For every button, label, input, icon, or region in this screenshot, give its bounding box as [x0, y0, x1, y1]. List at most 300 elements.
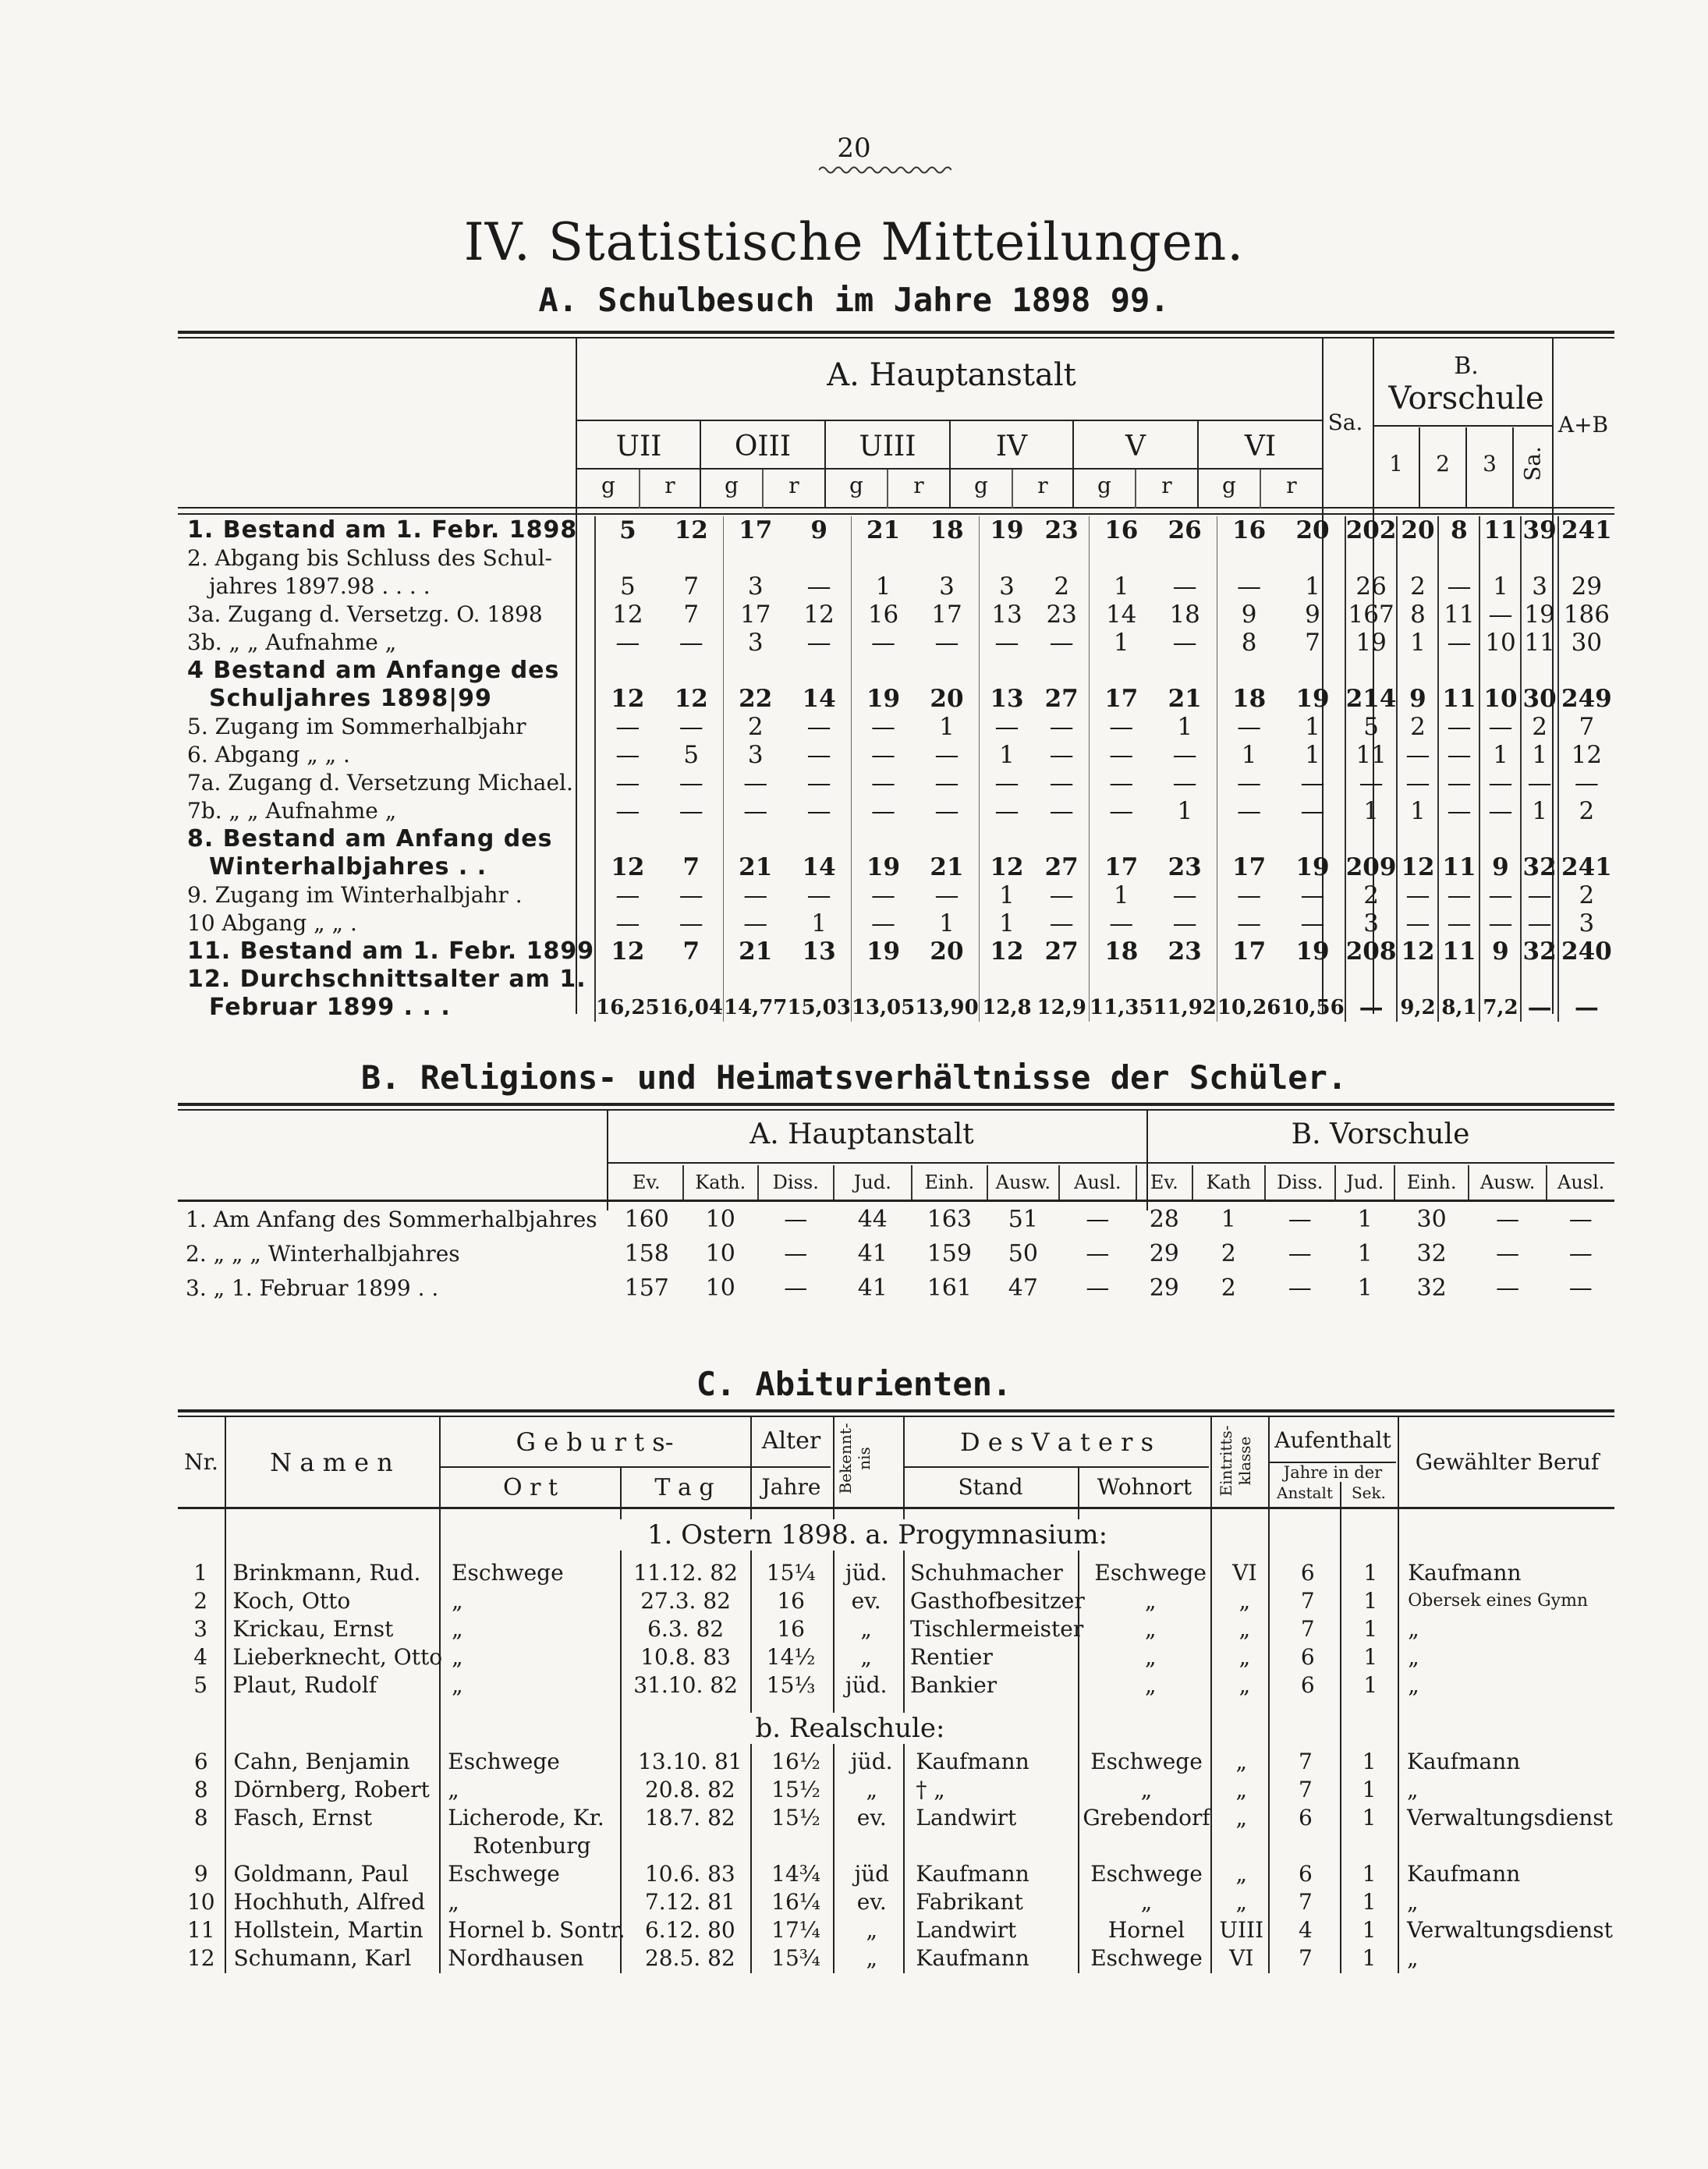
c-wohnort-header: Wohnort [1097, 1474, 1192, 1500]
cell: — [1153, 629, 1217, 657]
cell: 1 [1281, 713, 1345, 741]
cell-name: Goldmann, Paul [233, 1860, 409, 1887]
cell: 163 [927, 1205, 972, 1233]
class-header: V [1125, 431, 1146, 463]
cell: 27 [1034, 685, 1089, 713]
cell [1479, 544, 1521, 572]
cell-klasse: „ [1235, 1860, 1248, 1887]
cell: 12,8 [982, 996, 1032, 1019]
cell [851, 966, 915, 994]
cell-klasse: „ [1238, 1643, 1251, 1670]
cell: 2 [1345, 881, 1398, 909]
cell: 14 [787, 853, 851, 881]
cell: 1 [999, 881, 1015, 909]
cell: 19 [1521, 601, 1557, 629]
cell: 16,04 [660, 994, 724, 1022]
cell-tag: 7.12. 81 [644, 1888, 735, 1915]
cell [1479, 966, 1521, 994]
cell: 50 [1008, 1239, 1038, 1267]
cell: 241 [1558, 516, 1614, 544]
cell: 1 [1281, 572, 1345, 601]
r-header: r [788, 473, 799, 498]
cell: 1 [1153, 797, 1217, 825]
cell-klasse: „ [1235, 1888, 1248, 1915]
cell: 1 [1521, 741, 1557, 769]
cell: 2 [1221, 1274, 1236, 1302]
cell-name: Dörnberg, Robert [233, 1776, 430, 1802]
section-c2-label: b. Realschule: [686, 1713, 1014, 1744]
cell: 1 [999, 741, 1015, 769]
cell [1217, 966, 1281, 994]
cell-nr: 5 [193, 1671, 208, 1698]
cell-beruf: „ [1406, 1888, 1419, 1915]
table-row [178, 825, 1614, 853]
cell-ort: Licherode, Kr. [448, 1804, 604, 1831]
c-tag-header: T a g [654, 1474, 714, 1501]
cell: 1 [915, 713, 979, 741]
cell: 202 [1345, 516, 1397, 544]
table-row [178, 937, 1614, 966]
cell: 160 [624, 1205, 669, 1233]
cell: — [1438, 881, 1479, 909]
cell-wohnort: Eschwege [1090, 1944, 1203, 1971]
cell: 44 [857, 1205, 888, 1233]
table-row [178, 1747, 1614, 1775]
cell-name: Brinkmann, Rud. [232, 1559, 421, 1586]
cell: — [1496, 1205, 1520, 1233]
empty-cell [625, 1831, 755, 1859]
table-row [178, 853, 1614, 881]
vorschule-col-header: 2 [1436, 451, 1450, 477]
cell: — [1153, 881, 1217, 909]
cell [851, 657, 915, 685]
r-header: r [1037, 473, 1048, 498]
cell [1090, 825, 1153, 853]
cell-tag: 18.7. 82 [644, 1804, 735, 1831]
cell: 16 [1104, 516, 1139, 544]
cell: — [994, 713, 1019, 741]
cell: 5 [595, 516, 659, 544]
cell: 5 [1345, 713, 1398, 741]
g-header: g [849, 473, 863, 498]
cell: — [915, 629, 979, 657]
cell [1558, 657, 1614, 685]
cell: 1 [1113, 881, 1129, 909]
cell: — [1281, 769, 1345, 797]
cell: — [660, 797, 724, 825]
cell: 12 [1397, 937, 1438, 966]
rule [178, 337, 1614, 338]
cell-anstalt: 7 [1300, 1587, 1315, 1614]
cell: — [1288, 1239, 1312, 1267]
cell-wohnort: „ [1144, 1615, 1157, 1642]
cell [660, 544, 724, 572]
cell: — [1237, 909, 1262, 937]
cell: — [784, 1274, 808, 1302]
cell: — [1479, 769, 1521, 797]
cell-anstalt: 7 [1298, 1748, 1313, 1774]
table-row [178, 1859, 1614, 1887]
cell: 7 [660, 937, 724, 966]
cell-wohnort: Grebendorf [1083, 1804, 1210, 1831]
cell: 14,77 [723, 996, 788, 1019]
rule [178, 331, 1614, 334]
cell: 5 [660, 741, 724, 769]
cell: 39 [1521, 516, 1557, 544]
table-row [178, 516, 1614, 544]
cell: 167 [1345, 601, 1398, 629]
cell: 2 [1221, 1239, 1236, 1267]
cell: — [1153, 909, 1217, 937]
cell-wohnort: „ [1140, 1888, 1153, 1915]
vorschule-col-header: Sa. [1519, 446, 1546, 481]
empty-cell [906, 1831, 1080, 1859]
cell: — [595, 713, 659, 741]
cell-tag: 28.5. 82 [644, 1944, 735, 1971]
cell: — [1438, 572, 1479, 601]
cell: 1 [1479, 572, 1521, 601]
cell: 1 [1357, 1239, 1373, 1267]
cell-sek: 1 [1362, 1748, 1377, 1774]
empty-cell [1398, 1831, 1614, 1859]
cell: — [871, 741, 896, 769]
cell [1397, 825, 1438, 853]
column-header: Ausw. [987, 1165, 1060, 1201]
cell: 23 [1034, 601, 1089, 629]
cell: — [871, 909, 896, 937]
cell [1034, 657, 1089, 685]
cell-stand: Tischlermeister [909, 1615, 1084, 1642]
cell [660, 657, 724, 685]
r-header: r [1286, 473, 1297, 498]
cell: — [743, 797, 768, 825]
row-label: 2. „ „ „ Winterhalbjahres [186, 1240, 460, 1267]
cell-beruf: „ [1406, 1944, 1419, 1971]
cell: — [1438, 629, 1479, 657]
cell: 18 [1104, 937, 1139, 966]
cell: 9 [1479, 937, 1521, 966]
table-row [178, 1944, 1614, 1972]
cell-alter: 15½ [771, 1776, 820, 1802]
table-row [178, 713, 1614, 741]
cell-stand: Rentier [909, 1643, 993, 1670]
table-row [178, 1201, 1614, 1237]
cell: 20 [1281, 516, 1345, 544]
g-header: g [1222, 473, 1236, 498]
cell: — [1479, 713, 1521, 741]
cell: 1 [1113, 629, 1129, 657]
row-label: Schuljahres 1898|99 [209, 685, 492, 712]
cell-sek: 1 [1362, 1944, 1377, 1971]
cell-bek: jüd. [845, 1671, 888, 1698]
cell [915, 544, 979, 572]
cell [723, 966, 787, 994]
cell: 1 [1281, 741, 1345, 769]
table-c-group2 [178, 1747, 1614, 1972]
header-row [178, 1165, 1614, 1201]
cell-tag: 13.10. 81 [638, 1748, 742, 1774]
cell: — [1496, 1274, 1520, 1302]
c-beruf-header: Gewählter Beruf [1415, 1449, 1600, 1475]
table-row [178, 741, 1614, 769]
cell [1217, 544, 1281, 572]
sa-header: Sa. [1327, 409, 1363, 435]
cell [1345, 966, 1398, 994]
cell-bek: jüd. [845, 1559, 888, 1586]
cell: 7 [660, 572, 724, 601]
cell: — [1153, 741, 1217, 769]
cell: 8,1 [1438, 994, 1479, 1022]
cell: — [871, 881, 896, 909]
cell: 19 [866, 937, 901, 966]
cell: — [787, 769, 851, 797]
table-row [178, 1586, 1614, 1614]
cell: — [1568, 1205, 1593, 1233]
table-row-continuation [178, 1831, 1614, 1859]
cell: 29 [1149, 1239, 1179, 1267]
cell-anstalt: 4 [1298, 1916, 1313, 1943]
cell [1521, 544, 1557, 572]
cell: — [915, 797, 979, 825]
cell: 21 [915, 853, 979, 881]
cell-beruf: „ [1406, 1776, 1419, 1802]
cell: — [1237, 797, 1262, 825]
table-row [178, 769, 1614, 797]
cell: — [1034, 881, 1089, 909]
cell: 26 [1345, 572, 1398, 601]
column-header: Kath [1192, 1165, 1265, 1201]
cell-beruf: Obersek eines Gymn [1408, 1590, 1589, 1611]
cell: 12 [660, 516, 724, 544]
cell-anstalt: 7 [1298, 1776, 1313, 1802]
cell-beruf: Kaufmann [1406, 1860, 1521, 1887]
rule [1512, 427, 1514, 509]
cell: 17 [1232, 937, 1267, 966]
cell: — [1034, 797, 1089, 825]
b-group-b-header: B. Vorschule [1291, 1118, 1470, 1150]
c-eintritts-header: Eintritts-klasse [1217, 1425, 1254, 1497]
cell-name: Plaut, Rudolf [232, 1671, 377, 1698]
cell-bek: jüd [854, 1860, 890, 1887]
cell: 9,2 [1397, 994, 1438, 1022]
cell: 12 [595, 685, 659, 713]
cell: — [1479, 881, 1521, 909]
cell-ort: Hornel b. Sontr. [448, 1916, 625, 1943]
rule [639, 470, 640, 509]
c-vaters-header: D e s V a t e r s [959, 1427, 1154, 1457]
cell [1090, 966, 1153, 994]
cell [979, 544, 1034, 572]
cell: 18 [1153, 601, 1217, 629]
cell: 11,35 [1090, 996, 1153, 1019]
cell-nr: 3 [193, 1615, 208, 1642]
cell: 5 [595, 572, 659, 601]
cell: — [1034, 629, 1089, 657]
cell-ort-continued: Rotenburg [473, 1832, 591, 1859]
rule [178, 1109, 1614, 1111]
cell-ort: Eschwege [448, 1748, 560, 1774]
cell: — [1496, 1239, 1520, 1267]
cell [787, 544, 851, 572]
cell: 3 [747, 629, 764, 657]
cell: 3 [1521, 572, 1557, 601]
class-header: UII [615, 431, 662, 463]
cell: 17 [739, 601, 771, 629]
cell-nr: 6 [193, 1748, 208, 1774]
r-header: r [1161, 473, 1172, 498]
cell: 17 [1232, 853, 1267, 881]
cell: — [1237, 769, 1262, 797]
column-header: Ausw. [1469, 1165, 1547, 1201]
cell: — [915, 881, 979, 909]
cell-name: Fasch, Ernst [233, 1804, 373, 1831]
cell [787, 657, 851, 685]
rule [178, 1409, 1614, 1412]
c-alter-header: Alter [761, 1427, 821, 1455]
cell: — [1345, 994, 1398, 1022]
cell-alter: 15½ [771, 1804, 820, 1831]
cell: 9 [787, 516, 851, 544]
cell-stand: Bankier [909, 1671, 998, 1698]
cell [915, 966, 979, 994]
cell [1438, 825, 1479, 853]
cell: 214 [1345, 685, 1397, 713]
cell: 1 [1357, 1205, 1373, 1233]
cell: — [784, 1205, 808, 1233]
cell: 17 [1104, 685, 1139, 713]
cell: — [1521, 881, 1557, 909]
cell [979, 966, 1034, 994]
cell: 1 [1241, 741, 1257, 769]
cell: 240 [1558, 937, 1614, 966]
g-header: g [1097, 473, 1111, 498]
cell: 32 [1521, 853, 1557, 881]
row-label: 10 Abgang „ „ . [187, 910, 357, 936]
cell [1558, 966, 1614, 994]
cell: 1 [1345, 797, 1398, 825]
cell: 10,26 [1217, 996, 1281, 1019]
cell-stand: Kaufmann [916, 1748, 1029, 1774]
c-namen-header: N a m e n [270, 1448, 393, 1477]
cell-tag: 11.12. 82 [633, 1559, 738, 1586]
cell [1090, 544, 1153, 572]
cell: — [915, 769, 979, 797]
cell: 12 [990, 937, 1024, 966]
page-number: 20 [837, 133, 871, 164]
cell: — [1345, 769, 1398, 797]
cell-anstalt: 6 [1298, 1860, 1313, 1887]
cell: — [1521, 909, 1557, 937]
cell: 1 [1479, 741, 1521, 769]
g-header: g [725, 473, 739, 498]
cell: 8 [1438, 516, 1479, 544]
r-header: r [664, 473, 675, 498]
class-header: UIII [859, 431, 916, 463]
cell: 12,9 [1034, 994, 1089, 1022]
cell [1281, 544, 1345, 572]
cell: — [743, 909, 768, 937]
cell-name: Krickau, Ernst [232, 1615, 394, 1642]
cell-ort: „ [452, 1671, 463, 1698]
cell-name: Cahn, Benjamin [233, 1748, 410, 1774]
row-label: 1. Bestand am 1. Febr. 1898 [187, 516, 578, 544]
cell: — [1479, 601, 1521, 629]
rule [1465, 427, 1467, 509]
cell: 15,03 [787, 994, 851, 1022]
cell: 1 [1357, 1274, 1373, 1302]
cell: 7 [1558, 713, 1614, 741]
cell [1558, 825, 1614, 853]
cell [851, 544, 915, 572]
class-header: IV [995, 431, 1028, 463]
cell: 13 [991, 601, 1022, 629]
cell-ort: „ [452, 1587, 463, 1614]
table-row [178, 572, 1614, 601]
cell: 29 [1149, 1274, 1179, 1302]
cell: 3 [747, 741, 764, 769]
cell: — [1438, 909, 1479, 937]
cell: — [660, 713, 724, 741]
rule [887, 470, 888, 509]
cell: 7 [660, 853, 724, 881]
cell: — [1438, 741, 1479, 769]
cell-name: Lieberknecht, Otto [232, 1643, 443, 1670]
cell: 11 [1438, 685, 1479, 713]
cell-wohnort: „ [1140, 1776, 1153, 1802]
cell [1521, 825, 1557, 853]
cell: — [1288, 1274, 1312, 1302]
cell: — [660, 629, 724, 657]
rule [178, 507, 1614, 509]
cell: — [1086, 1274, 1110, 1302]
empty-cell [225, 1831, 439, 1859]
table-row [178, 1643, 1614, 1671]
cell: — [871, 713, 896, 741]
cell: 12 [660, 685, 724, 713]
cell [1153, 544, 1217, 572]
cell-wohnort: „ [1144, 1587, 1157, 1614]
cell: 9 [1241, 601, 1257, 629]
cell: — [1479, 797, 1521, 825]
cell [1034, 825, 1089, 853]
cell: 12 [595, 937, 659, 966]
cell: — [1109, 909, 1134, 937]
cell-bek: „ [860, 1615, 872, 1642]
cell-stand: Landwirt [916, 1804, 1017, 1831]
c-stand-header: Stand [958, 1474, 1023, 1500]
table-row [178, 544, 1614, 572]
cell [595, 544, 659, 572]
cell: 21 [1153, 685, 1217, 713]
cell: — [660, 769, 724, 797]
group-b-letter: B. [1454, 353, 1479, 380]
cell: 2 [1521, 713, 1557, 741]
cell: — [994, 629, 1019, 657]
cell: — [787, 713, 851, 741]
cell: — [1479, 909, 1521, 937]
cell: 18 [1232, 685, 1267, 713]
cell [1281, 657, 1345, 685]
cell [979, 657, 1034, 685]
cell-anstalt: 7 [1298, 1944, 1313, 1971]
cell-bek: „ [866, 1916, 878, 1943]
cell: 3 [1345, 909, 1398, 937]
cell [723, 657, 787, 685]
cell: — [595, 909, 659, 937]
rule [178, 1103, 1614, 1106]
rule [1012, 470, 1013, 509]
cell [787, 825, 851, 853]
